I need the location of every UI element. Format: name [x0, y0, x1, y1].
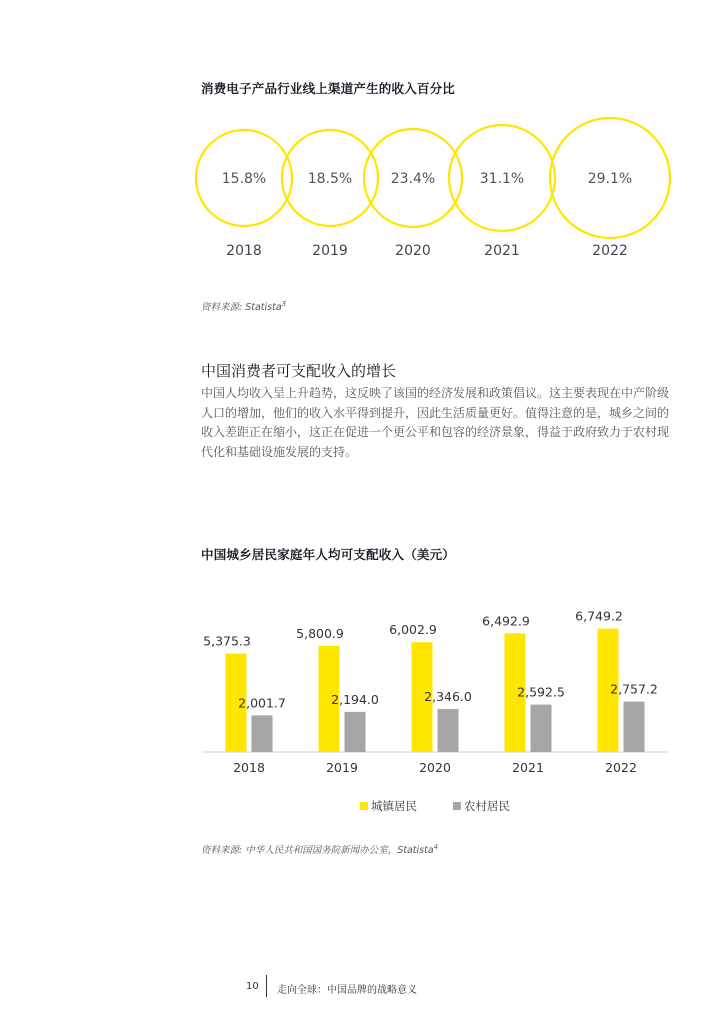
bubble-value-label: 15.8% — [221, 171, 267, 187]
page-number: 10 — [246, 981, 259, 992]
bubble-year-label: 2018 — [226, 243, 262, 259]
x-tick-label: 2022 — [605, 760, 637, 775]
section-body: 中国人均收入呈上升趋势，这反映了该国的经济发展和政策倡议。这主要表现在中产阶级人口的增加，他们的收入水平得到提升，因此生活质量更好。值得注意的是，城乡之间的收入差距正在缩小，这正在促进一个更公平和包容的经济景象，得益于政府致力于农村现代化和基础设施发展的支持。 — [201, 386, 670, 459]
section-heading: 中国消费者可支配收入的增长 — [201, 362, 397, 380]
bar-rural-2021 — [531, 705, 552, 752]
bubble-value-label: 29.1% — [587, 171, 633, 187]
bar-value-label: 2,346.0 — [424, 689, 472, 705]
bar-value-label: 6,002.9 — [389, 622, 437, 638]
bar-rural-2020 — [438, 709, 459, 752]
legend-label: 城镇居民 — [371, 799, 417, 813]
bubble-year-label: 2020 — [395, 243, 431, 259]
bar-rural-2022 — [624, 702, 645, 752]
source-note-1: 资料来源: Statista$^3$ — [201, 299, 287, 313]
bubble-chart-title: 消费电子产品行业线上渠道产生的收入百分比 — [201, 81, 456, 96]
bubble-value-label: 18.5% — [307, 171, 353, 187]
x-tick-label: 2020 — [419, 760, 451, 775]
bubble-value-label: 31.1% — [479, 171, 525, 187]
bar-value-label: 5,375.3 — [203, 633, 251, 649]
bar-value-label: 2,592.5 — [517, 684, 565, 700]
footer-divider — [266, 975, 267, 997]
bubble-value-label: 23.4% — [390, 171, 436, 187]
source-note-2: 资料来源: 中华人民共和国国务院新闻办公室，Statista$^4$ — [201, 842, 439, 856]
bar-value-label: 5,800.9 — [296, 625, 344, 641]
bar-value-label: 2,001.7 — [238, 695, 286, 711]
bar-value-label: 2,194.0 — [331, 691, 379, 707]
bar-value-label: 6,492.9 — [482, 613, 530, 629]
bar-chart — [0, 600, 710, 830]
bubble-year-label: 2021 — [484, 243, 520, 259]
bar-value-label: 6,749.2 — [575, 608, 623, 624]
legend-label: 农村居民 — [464, 799, 510, 813]
legend-swatch — [360, 802, 368, 810]
bar-rural-2018 — [252, 715, 273, 752]
bar-value-label: 2,757.2 — [610, 681, 658, 697]
legend-swatch — [453, 802, 461, 810]
x-tick-label: 2019 — [326, 760, 358, 775]
x-tick-label: 2018 — [233, 760, 265, 775]
bubble-year-label: 2022 — [592, 243, 628, 259]
bar-rural-2019 — [345, 712, 366, 752]
x-tick-label: 2021 — [512, 760, 544, 775]
bubble-chart — [0, 110, 710, 270]
bubble-year-label: 2019 — [312, 243, 348, 259]
bar-chart-title: 中国城乡居民家庭年人均可支配收入（美元） — [201, 547, 456, 562]
footer-title: 走向全球：中国品牌的战略意义 — [277, 985, 417, 996]
